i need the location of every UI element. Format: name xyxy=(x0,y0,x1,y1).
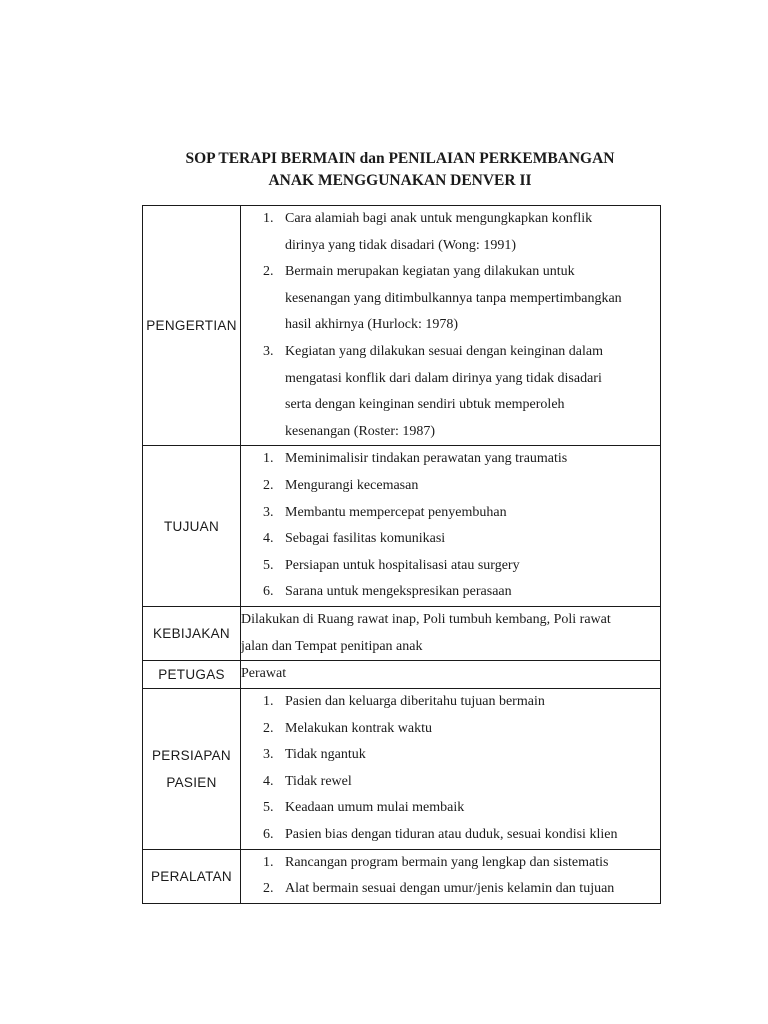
item-line: Pasien dan keluarga diberitahu tujuan bermain xyxy=(285,694,545,710)
list-item xyxy=(241,526,660,553)
list-item xyxy=(241,822,660,849)
item-number: 3. xyxy=(263,747,274,763)
label-tujuan: TUJUAN xyxy=(143,446,241,607)
item-line: Rancangan program bermain yang lengkap dan sistematis xyxy=(285,854,609,870)
list-item xyxy=(241,742,660,769)
content-persiapan-pasien xyxy=(241,689,661,850)
item-line: Cara alamiah bagi anak untuk mengungkapkan konflik xyxy=(285,211,593,226)
document-title xyxy=(0,148,768,192)
peralatan-list xyxy=(241,850,660,903)
item-line: Persiapan untuk hospitalisasi atau surgery xyxy=(285,557,520,573)
item-line: dirinya yang tidak disadari (Wong: 1991) xyxy=(285,237,516,253)
item-number: 1. xyxy=(263,211,274,226)
kebijakan-line: jalan dan Tempat penitipan anak xyxy=(241,638,423,654)
item-line: Alat bermain sesuai dengan umur/jenis kelamin dan tujuan xyxy=(285,881,615,897)
item-line: kesenangan (Roster: 1987) xyxy=(285,423,436,439)
list-item xyxy=(241,876,660,903)
label-kebijakan: KEBIJAKAN xyxy=(143,606,241,660)
item-line: Tidak rewel xyxy=(285,773,352,789)
row-petugas xyxy=(143,661,661,689)
list-item xyxy=(241,446,660,473)
list-item xyxy=(241,339,660,445)
item-number: 4. xyxy=(263,773,274,789)
content-peralatan xyxy=(241,849,661,903)
item-number: 1. xyxy=(263,694,274,710)
item-line: Keadaan umum mulai membaik xyxy=(285,800,465,816)
item-line: Meminimalisir tindakan perawatan yang traumatis xyxy=(285,451,568,467)
item-number: 6. xyxy=(263,584,274,600)
row-peralatan xyxy=(143,849,661,903)
list-item xyxy=(241,206,660,259)
label-pengertian: PENGERTIAN xyxy=(143,206,241,446)
item-line: kesenangan yang ditimbulkannya tanpa mempertimbangkan xyxy=(285,290,622,306)
list-item xyxy=(241,259,660,339)
persiapan-list xyxy=(241,689,660,849)
list-item xyxy=(241,769,660,796)
tujuan-list xyxy=(241,446,660,606)
item-number: 4. xyxy=(263,531,274,547)
item-line: hasil akhirnya (Hurlock: 1978) xyxy=(285,317,459,333)
item-line: Sarana untuk mengekspresikan perasaan xyxy=(285,584,512,600)
item-number: 2. xyxy=(263,720,274,736)
row-tujuan xyxy=(143,446,661,607)
row-pengertian xyxy=(143,206,661,446)
item-number: 5. xyxy=(263,800,274,816)
title-line-2: ANAK MENGGUNAKAN DENVER II xyxy=(268,172,532,189)
item-number: 6. xyxy=(263,827,274,843)
item-line: Membantu mempercepat penyembuhan xyxy=(285,504,507,520)
pengertian-list xyxy=(241,206,660,445)
item-line: Sebagai fasilitas komunikasi xyxy=(285,531,446,547)
content-petugas xyxy=(241,661,661,689)
list-item xyxy=(241,795,660,822)
row-kebijakan xyxy=(143,606,661,660)
item-line: Tidak ngantuk xyxy=(285,747,366,763)
kebijakan-line: Dilakukan di Ruang rawat inap, Poli tumbuh kembang, Poli rawat xyxy=(241,611,611,627)
item-line: Mengurangi kecemasan xyxy=(285,477,419,493)
item-line: mengatasi konflik dari dalam dirinya yang tidak disadari xyxy=(285,370,602,386)
list-item xyxy=(241,579,660,606)
label-petugas: PETUGAS xyxy=(143,661,241,689)
list-item xyxy=(241,689,660,716)
content-kebijakan xyxy=(241,606,661,660)
label-line: PASIEN xyxy=(166,774,217,790)
item-number: 1. xyxy=(263,854,274,870)
list-item xyxy=(241,500,660,527)
item-line: Pasien bias dengan tiduran atau duduk, sesuai kondisi klien xyxy=(285,827,618,843)
item-number: 3. xyxy=(263,343,274,359)
label-line: PERSIAPAN xyxy=(152,747,231,763)
list-item xyxy=(241,850,660,877)
item-number: 5. xyxy=(263,557,274,573)
row-persiapan-pasien xyxy=(143,689,661,850)
item-number: 2. xyxy=(263,477,274,493)
item-line: Melakukan kontrak waktu xyxy=(285,720,432,736)
content-pengertian xyxy=(241,206,661,446)
title-line-1: SOP TERAPI BERMAIN dan PENILAIAN PERKEMBANGAN xyxy=(185,150,615,167)
sop-table xyxy=(142,205,661,904)
list-item xyxy=(241,473,660,500)
item-number: 3. xyxy=(263,504,274,520)
list-item xyxy=(241,553,660,580)
item-line: Kegiatan yang dilakukan sesuai dengan keinginan dalam xyxy=(285,343,604,359)
item-number: 2. xyxy=(263,881,274,897)
item-line: Bermain merupakan kegiatan yang dilakukan untuk xyxy=(285,264,575,280)
item-line: serta dengan keinginan sendiri ubtuk memperoleh xyxy=(285,397,565,413)
item-number: 1. xyxy=(263,451,274,467)
label-peralatan: PERALATAN xyxy=(143,849,241,903)
content-tujuan xyxy=(241,446,661,607)
item-number: 2. xyxy=(263,264,274,280)
label-persiapan-pasien xyxy=(143,689,241,850)
list-item xyxy=(241,716,660,743)
petugas-text: Perawat xyxy=(241,666,287,682)
